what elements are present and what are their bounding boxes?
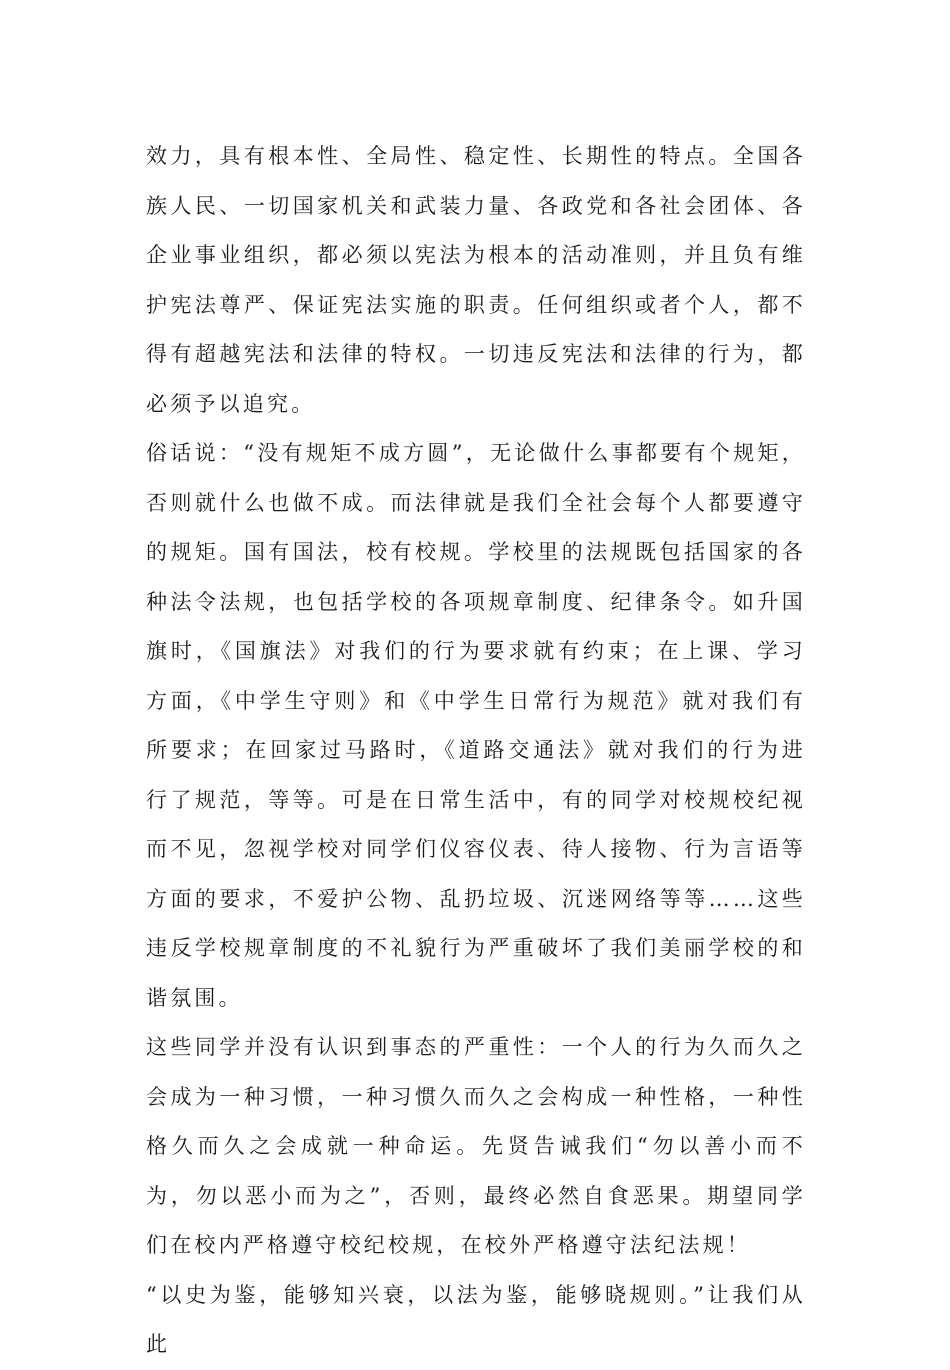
paragraph-constitution-effect: 效力，具有根本性、全局性、稳定性、长期性的特点。全国各族人民、一切国家机关和武装力量、各政党和各社会团体、各企业事业组织，都必须以宪法为根本的活动准则，并且负有维护宪法尊严、保证宪法实施的职责。任何组织或者个人，都不得有超越宪法和法律的特权。一切违反宪法和法律的行为，都必须予以追究。 [146,144,806,416]
paragraph-history-mirror: “以史为鉴，能够知兴衰，以法为鉴，能够晓规则。”让我们从此 [146,1282,806,1356]
paragraph-rules-proverb: 俗话说：“没有规矩不成方圆”，无论做什么事都要有个规矩，否则就什么也做不成。而法律就是我们全社会每个人都要遵守的规矩。国有国法，校有校规。学校里的法规既包括国家的各种法令法规，也包括学校的各项规章制度、纪律条令。如升国旗时，《国旗法》对我们的行为要求就有约束；在上课、学习方面，《中学生守则》和《中学生日常行为规范》就对我们有所要求；在回家过马路时，《道路交通法》就对我们的行为进行了规范，等等。可是在日常生活中，有的同学对校规校纪视而不见，忽视学校对同学们仪容仪表、待人接物、行为言语等方面的要求，不爱护公物、乱扔垃圾、沉迷网络等等……这些违反学校规章制度的不礼貌行为严重破坏了我们美丽学校的和谐氛围。 [146,441,806,1010]
document-body [146,132,806,1370]
paragraph-seriousness: 这些同学并没有认识到事态的严重性：一个人的行为久而久之会成为一种习惯，一种习惯久而久之会构成一种性格，一种性格久而久之会成就一种命运。先贤告诫我们“勿以善小而不为，勿以恶小而为之”，否则，最终必然自食恶果。期望同学们在校内严格遵守校纪校规，在校外严格遵守法纪法规！ [146,1035,806,1257]
